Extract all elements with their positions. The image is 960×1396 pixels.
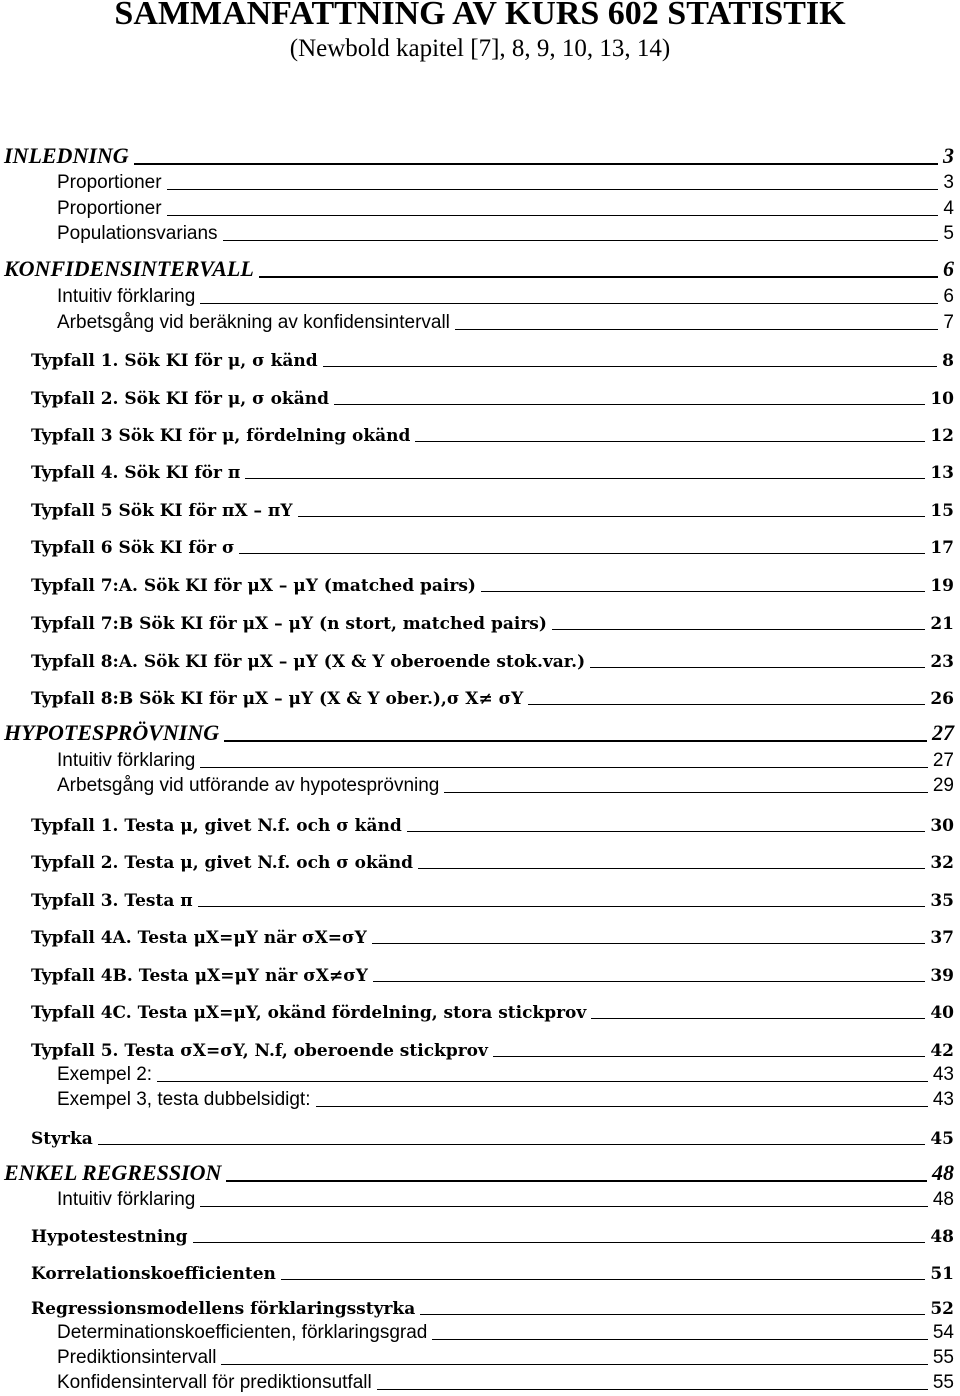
toc-page-number: 37 (930, 928, 954, 948)
toc-entry[interactable] (4, 1160, 954, 1186)
toc-entry[interactable] (31, 922, 954, 948)
toc-leader-line (239, 553, 925, 554)
toc-leader-line (591, 1018, 925, 1019)
toc-entry-title: Hypotestestning (31, 1227, 188, 1247)
toc-leader-line (372, 943, 926, 944)
toc-entry[interactable] (31, 532, 954, 558)
toc-entry-title: Typfall 2. Sök KI för μ, σ okänd (31, 389, 329, 409)
toc-entry[interactable] (57, 1368, 954, 1394)
toc-page-number: 15 (930, 501, 954, 521)
document-title: SAMMANFATTNING AV KURS 602 STATISTIK (114, 0, 846, 32)
toc-page-number: 48 (932, 1189, 954, 1210)
toc-page-number: 3 (943, 143, 954, 168)
toc-page-number: 51 (930, 1264, 954, 1284)
toc-entry[interactable] (57, 771, 954, 797)
toc-leader-line (415, 441, 925, 442)
toc-entry[interactable] (31, 420, 954, 446)
toc-page-number: 42 (930, 1041, 954, 1061)
toc-leader-line (407, 831, 926, 832)
toc-entry[interactable] (31, 885, 954, 911)
toc-page-number: 13 (930, 463, 954, 483)
toc-leader-line (193, 1242, 926, 1243)
toc-leader-line (200, 1206, 928, 1207)
toc-entry[interactable] (31, 646, 954, 672)
toc-page-number: 19 (930, 576, 954, 596)
toc-leader-line (432, 1339, 928, 1340)
toc-entry-title: Styrka (31, 1129, 93, 1149)
toc-leader-line (221, 1364, 927, 1365)
toc-leader-line (373, 981, 925, 982)
toc-entry-title: Typfall 5 Sök KI för πX – πY (31, 501, 293, 521)
toc-entry-title: Determinationskoefficienten, förklaringsgrad (57, 1322, 428, 1343)
toc-leader-line (157, 1081, 928, 1082)
toc-page-number: 43 (932, 1089, 954, 1110)
toc-page-number: 32 (930, 853, 954, 873)
toc-page-number: 30 (930, 816, 954, 836)
toc-entry-title: Intuitiv förklaring (57, 286, 196, 307)
toc-entry[interactable] (31, 570, 954, 596)
toc-entry[interactable] (57, 194, 954, 220)
toc-entry[interactable] (31, 1293, 954, 1319)
toc-entry-title: Typfall 3 Sök KI för μ, fördelning okänd (31, 426, 411, 446)
toc-leader-line (200, 303, 938, 304)
toc-page-number: 6 (943, 256, 954, 281)
toc-entry-title: Typfall 5. Testa σX=σY, N.f, oberoende stickprov (31, 1041, 488, 1061)
toc-leader-line (167, 215, 939, 216)
toc-entry[interactable] (57, 1185, 954, 1211)
toc-page-number: 52 (930, 1299, 954, 1319)
toc-entry-title: Intuitiv förklaring (57, 750, 196, 771)
toc-leader-line (420, 1314, 925, 1315)
toc-entry-title: Typfall 2. Testa μ, givet N.f. och σ okänd (31, 853, 414, 873)
toc-page-number: 55 (932, 1372, 954, 1393)
toc-entry-title: Typfall 8:A. Sök KI för μX – μY (X & Y oberoende stok.var.) (31, 652, 586, 672)
toc-entry[interactable] (31, 997, 954, 1023)
toc-entry-title: Typfall 1. Testa μ, givet N.f. och σ känd (31, 816, 402, 836)
toc-entry[interactable] (4, 143, 954, 169)
toc-leader-line (245, 478, 925, 479)
toc-entry-title: Typfall 4B. Testa μX=μY när σX≠σY (31, 966, 368, 986)
toc-entry[interactable] (57, 219, 954, 245)
toc-leader-line (167, 189, 939, 190)
toc-entry-title: Typfall 3. Testa π (31, 891, 193, 911)
toc-entry-title: Typfall 4. Sök KI för π (31, 463, 241, 483)
toc-page-number: 48 (930, 1227, 954, 1247)
toc-leader-line (223, 240, 939, 241)
toc-entry-title: Proportioner (57, 198, 162, 219)
toc-entry-title: Arbetsgång vid utförande av hypotesprövning (57, 775, 440, 796)
toc-leader-line (134, 163, 938, 165)
toc-entry[interactable] (57, 308, 954, 334)
toc-entry-title: Populationsvarians (57, 223, 218, 244)
toc-entry[interactable] (31, 1035, 954, 1061)
toc-page-number: 26 (930, 689, 954, 709)
toc-entry-title: Typfall 8:B Sök KI för μX – μY (X & Y ober.),σ X≠ σY (31, 689, 524, 709)
toc-entry-title: KONFIDENSINTERVALL (4, 256, 254, 281)
toc-entry[interactable] (31, 847, 954, 873)
toc-leader-line (590, 667, 925, 668)
toc-page-number: 17 (930, 538, 954, 558)
toc-leader-line (552, 629, 925, 630)
toc-entry[interactable] (57, 1343, 954, 1369)
toc-entry-title: Proportioner (57, 172, 162, 193)
toc-page-number: 27 (932, 720, 954, 745)
toc-entry-title: Typfall 1. Sök KI för μ, σ känd (31, 351, 318, 371)
toc-entry[interactable] (31, 345, 954, 371)
toc-entry-title: Exempel 3, testa dubbelsidigt: (57, 1089, 311, 1110)
toc-page-number: 40 (930, 1003, 954, 1023)
toc-page-number: 21 (930, 614, 954, 634)
toc-entry-title: Exempel 2: (57, 1064, 153, 1085)
toc-page-number: 8 (942, 351, 954, 371)
toc-entry-title: Regressionsmodellens förklaringsstyrka (31, 1299, 416, 1319)
toc-entry[interactable] (31, 960, 954, 986)
toc-entry[interactable] (57, 282, 954, 308)
toc-entry-title: Typfall 4A. Testa μX=μY när σX=σY (31, 928, 367, 948)
toc-leader-line (200, 767, 928, 768)
toc-leader-line (224, 740, 927, 742)
toc-entry[interactable] (31, 495, 954, 521)
toc-entry[interactable] (31, 1258, 954, 1284)
toc-page-number: 54 (932, 1322, 954, 1343)
toc-entry-title: Prediktionsintervall (57, 1347, 217, 1368)
toc-leader-line (444, 792, 927, 793)
toc-page-number: 29 (932, 775, 954, 796)
toc-leader-line (323, 366, 938, 367)
toc-entry-title: INLEDNING (4, 143, 129, 168)
toc-entry-title: Korrelationskoefficienten (31, 1264, 276, 1284)
toc-leader-line (298, 516, 926, 517)
toc-entry[interactable] (4, 720, 954, 746)
document-subtitle: (Newbold kapitel [7], 8, 9, 10, 13, 14) (289, 35, 671, 62)
toc-page-number: 35 (930, 891, 954, 911)
toc-page-number: 12 (930, 426, 954, 446)
toc-entry-title: ENKEL REGRESSION (4, 1160, 222, 1185)
toc-entry-title: Intuitiv förklaring (57, 1189, 196, 1210)
toc-page-number: 39 (930, 966, 954, 986)
toc-entry[interactable] (57, 168, 954, 194)
toc-leader-line (481, 591, 925, 592)
toc-leader-line (334, 404, 925, 405)
toc-entry[interactable] (31, 457, 954, 483)
toc-entry[interactable] (57, 1085, 954, 1111)
toc-entry[interactable] (31, 1221, 954, 1247)
toc-entry[interactable] (31, 683, 954, 709)
toc-page-number: 10 (930, 389, 954, 409)
toc-page-number: 7 (943, 312, 954, 333)
toc-leader-line (455, 329, 939, 330)
toc-entry-title: Typfall 4C. Testa μX=μY, okänd fördelning, stora stickprov (31, 1003, 587, 1023)
toc-entry[interactable] (57, 746, 954, 772)
toc-entry[interactable] (57, 1318, 954, 1344)
toc-leader-line (316, 1106, 928, 1107)
toc-entry-title: Typfall 7:B Sök KI för μX – μY (n stort, matched pairs) (31, 614, 547, 634)
toc-entry[interactable] (31, 608, 954, 634)
toc-leader-line (418, 868, 925, 869)
toc-entry-title: HYPOTESPRÖVNING (4, 720, 220, 745)
toc-entry[interactable] (31, 810, 954, 836)
toc-leader-line (377, 1389, 928, 1390)
toc-page-number: 5 (943, 223, 954, 244)
toc-page-number: 43 (932, 1064, 954, 1085)
toc-entry[interactable] (4, 256, 954, 282)
toc-page-number: 27 (932, 750, 954, 771)
toc-page-number: 48 (932, 1160, 954, 1185)
toc-entry-title: Arbetsgång vid beräkning av konfidensintervall (57, 312, 450, 333)
toc-page-number: 3 (943, 172, 954, 193)
toc-entry[interactable] (57, 1060, 954, 1086)
toc-entry[interactable] (31, 383, 954, 409)
toc-page-number: 55 (932, 1347, 954, 1368)
toc-entry-title: Konfidensintervall för prediktionsutfall (57, 1372, 372, 1393)
toc-leader-line (493, 1056, 925, 1057)
toc-leader-line (198, 906, 926, 907)
toc-leader-line (226, 1180, 927, 1182)
toc-entry-title: Typfall 7:A. Sök KI för μX – μY (matched pairs) (31, 576, 476, 596)
toc-entry-title: Typfall 6 Sök KI för σ (31, 538, 235, 558)
toc-entry[interactable] (31, 1123, 954, 1149)
toc-leader-line (98, 1144, 926, 1145)
toc-leader-line (259, 276, 938, 278)
toc-page-number: 4 (943, 198, 954, 219)
toc-leader-line (281, 1279, 925, 1280)
toc-page-number: 6 (943, 286, 954, 307)
toc-leader-line (528, 704, 925, 705)
toc-page-number: 23 (930, 652, 954, 672)
toc-page-number: 45 (930, 1129, 954, 1149)
